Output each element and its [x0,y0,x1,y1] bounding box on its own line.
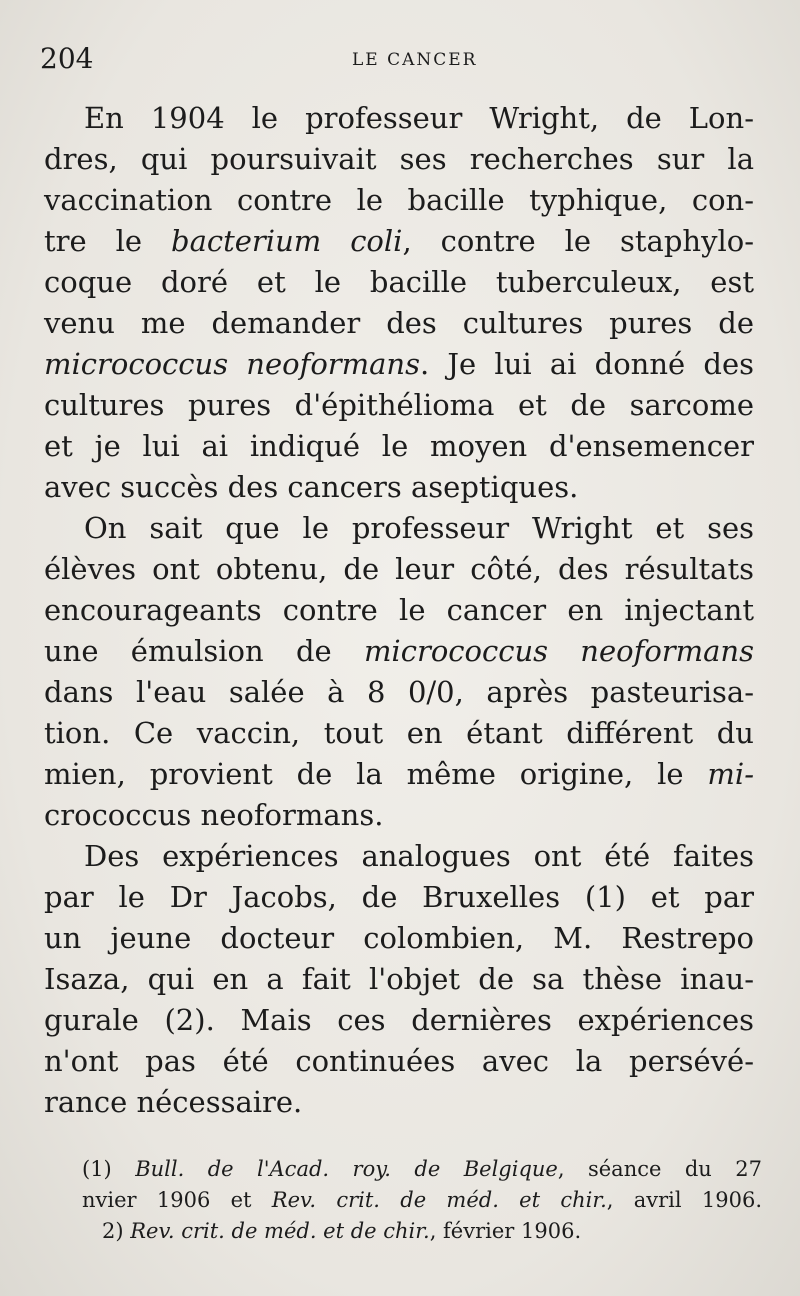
footnote-marker: (1) [82,1157,136,1181]
text-line: par le Dr Jacobs, de Bruxelles (1) et par [44,880,754,914]
footnote-citation: Rev. crit. de méd. et de chir. [130,1219,430,1243]
italic-term: micrococcus neoformans [363,634,754,668]
footnote-text: , février 1906. [429,1219,582,1243]
text-line: tion. Ce vaccin, tout en étant différent du [44,716,754,750]
text-line [44,754,754,795]
text-line: dres, qui poursuivait ses recherches sur la [44,142,754,176]
italic-term: bacterium coli [171,224,403,258]
text-line: n'ont pas été continuées avec la persévé- [44,1044,754,1078]
text-line: avec succès des cancers aseptiques. [44,470,579,504]
text-line: Des expériences analogues ont été faites [84,839,754,873]
text-line: crococcus neoformans. [44,798,384,832]
text-line: dans l'eau salée à 8 0/0, après pasteurisa- [44,675,754,709]
text-line: coque doré et le bacille tuberculeux, est [44,265,754,299]
text-line: gurale (2). Mais ces dernières expériences [44,1003,754,1037]
footnote-2 [82,1216,762,1247]
footnote-1-continued [82,1185,762,1216]
text-line: En 1904 le professeur Wright, de Lon- [84,101,754,135]
text-line: rance nécessaire. [44,1085,303,1119]
text-line: Isaza, qui en a fait l'objet de sa thèse inau- [44,962,754,996]
footnote-text: , avril 1906. [606,1188,762,1212]
text-line: et je lui ai indiqué le moyen d'ensemencer [44,429,754,463]
text-line: élèves ont obtenu, de leur côté, des résultats [44,552,754,586]
running-head: LE CANCER [352,50,478,70]
text-line: cultures pures d'épithélioma et de sarcome [44,388,754,422]
page-number: 204 [40,42,94,75]
footnote-citation: Rev. crit. de méd. et chir. [271,1188,607,1212]
footnote-citation: Bull. de l'Acad. roy. de Belgique [135,1157,558,1181]
text-line: vaccination contre le bacille typhique, con- [44,183,754,217]
footnote-text: nvier 1906 et [82,1188,272,1212]
text-run: , contre le staphylo- [402,224,754,258]
text-line: encourageants contre le cancer en injectant [44,593,754,627]
text-line: venu me demander des cultures pures de [44,306,754,340]
italic-term: micrococcus neoformans [44,347,420,381]
text-run: . Je lui ai donné des [420,347,754,381]
text-line [44,344,754,385]
page-header [40,42,760,78]
footnote-marker: 2) [102,1219,131,1243]
text-run: mien, provient de la même origine, le [44,757,708,791]
text-run: une émulsion de [44,634,364,668]
body-text [44,98,754,1123]
footnotes [82,1154,762,1247]
text-line: un jeune docteur colombien, M. Restrepo [44,921,754,955]
footnote-text: , séance du 27 [557,1157,762,1181]
footnote-1 [82,1154,762,1185]
text-run: tre le [44,224,172,258]
text-line [44,631,754,672]
text-line [44,221,754,262]
text-line: On sait que le professeur Wright et ses [84,511,754,545]
italic-term: mi- [707,757,754,791]
